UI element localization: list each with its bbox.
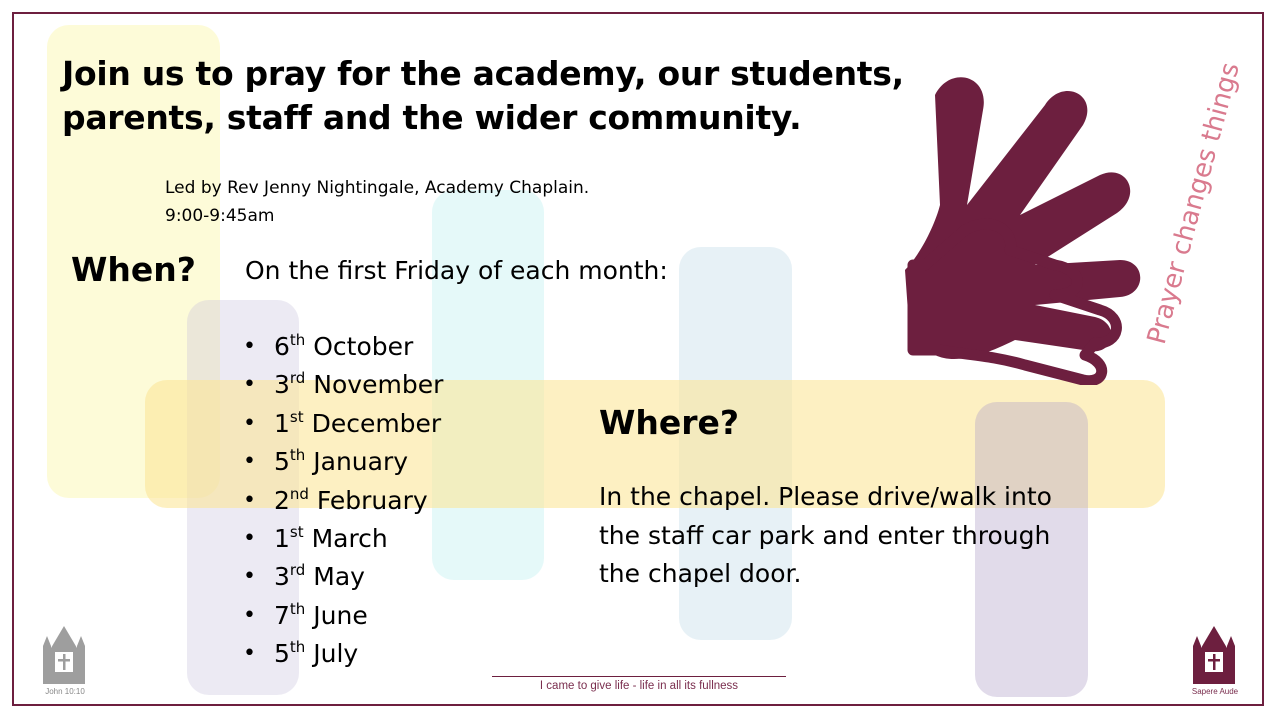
date-day: 6 (274, 332, 290, 361)
date-month: October (313, 332, 414, 361)
led-by-text: Led by Rev Jenny Nightingale, Academy Chaplain. (165, 178, 590, 198)
date-item (243, 405, 443, 443)
date-month: November (313, 370, 444, 400)
date-suffix: th (289, 446, 306, 465)
date-month: May (313, 562, 365, 592)
date-day: 2 (274, 485, 290, 515)
date-suffix: st (289, 523, 304, 542)
bullet-icon: • (243, 410, 256, 436)
bullet-icon: • (243, 372, 256, 398)
date-suffix: th (289, 599, 306, 618)
church-caption-right: Sapere Aude (1191, 687, 1239, 696)
bullet-icon: • (243, 641, 256, 667)
date-item (243, 558, 443, 596)
date-suffix: rd (289, 369, 306, 388)
date-month: December (311, 408, 442, 438)
date-item (243, 635, 443, 673)
hand-icon (895, 55, 1165, 385)
page-title: Join us to pray for the academy, our students, parents, staff and the wider community. (62, 54, 904, 137)
date-item (243, 443, 443, 481)
date-suffix: st (289, 407, 304, 426)
date-item (243, 520, 443, 558)
where-text: In the chapel. Please drive/walk into the staff car park and enter through the chapel door. (599, 482, 1052, 589)
date-day: 3 (274, 562, 290, 592)
date-item (243, 597, 443, 635)
church-icon (1187, 622, 1241, 684)
date-day: 7 (274, 600, 290, 630)
date-item (243, 366, 443, 404)
church-caption-left: John 10:10 (45, 687, 85, 696)
footer-tagline: I came to give life - life in all its fullness (539, 680, 739, 692)
date-day: 5 (274, 639, 290, 669)
date-list (243, 328, 443, 674)
date-month: July (313, 639, 359, 669)
bullet-icon: • (243, 449, 256, 475)
date-suffix: th (289, 331, 306, 349)
date-month: January (313, 447, 409, 477)
logo-text: Prayer changes things (1141, 59, 1246, 348)
date-suffix: rd (289, 561, 306, 580)
date-day: 3 (274, 370, 290, 400)
leader-info (165, 174, 589, 230)
bullet-icon: • (243, 564, 256, 590)
bullet-icon: • (243, 334, 256, 359)
footer-divider (492, 676, 786, 677)
bullet-icon: • (243, 602, 256, 628)
date-day: 5 (274, 447, 290, 477)
date-suffix: nd (289, 484, 309, 503)
date-item (243, 482, 443, 520)
when-heading: When? (71, 250, 196, 289)
date-day: 1 (274, 524, 290, 554)
where-heading: Where? (599, 403, 740, 442)
date-month: February (316, 485, 428, 515)
date-item (243, 328, 443, 366)
bullet-icon: • (243, 487, 256, 513)
date-month: June (313, 600, 368, 630)
when-intro: On the first Friday of each month: (245, 256, 668, 285)
date-suffix: th (289, 638, 306, 657)
time-text: 9:00-9:45am (165, 206, 275, 226)
bullet-icon: • (243, 526, 256, 552)
date-day: 1 (274, 408, 290, 438)
date-month: March (311, 524, 388, 554)
church-icon (37, 622, 91, 684)
